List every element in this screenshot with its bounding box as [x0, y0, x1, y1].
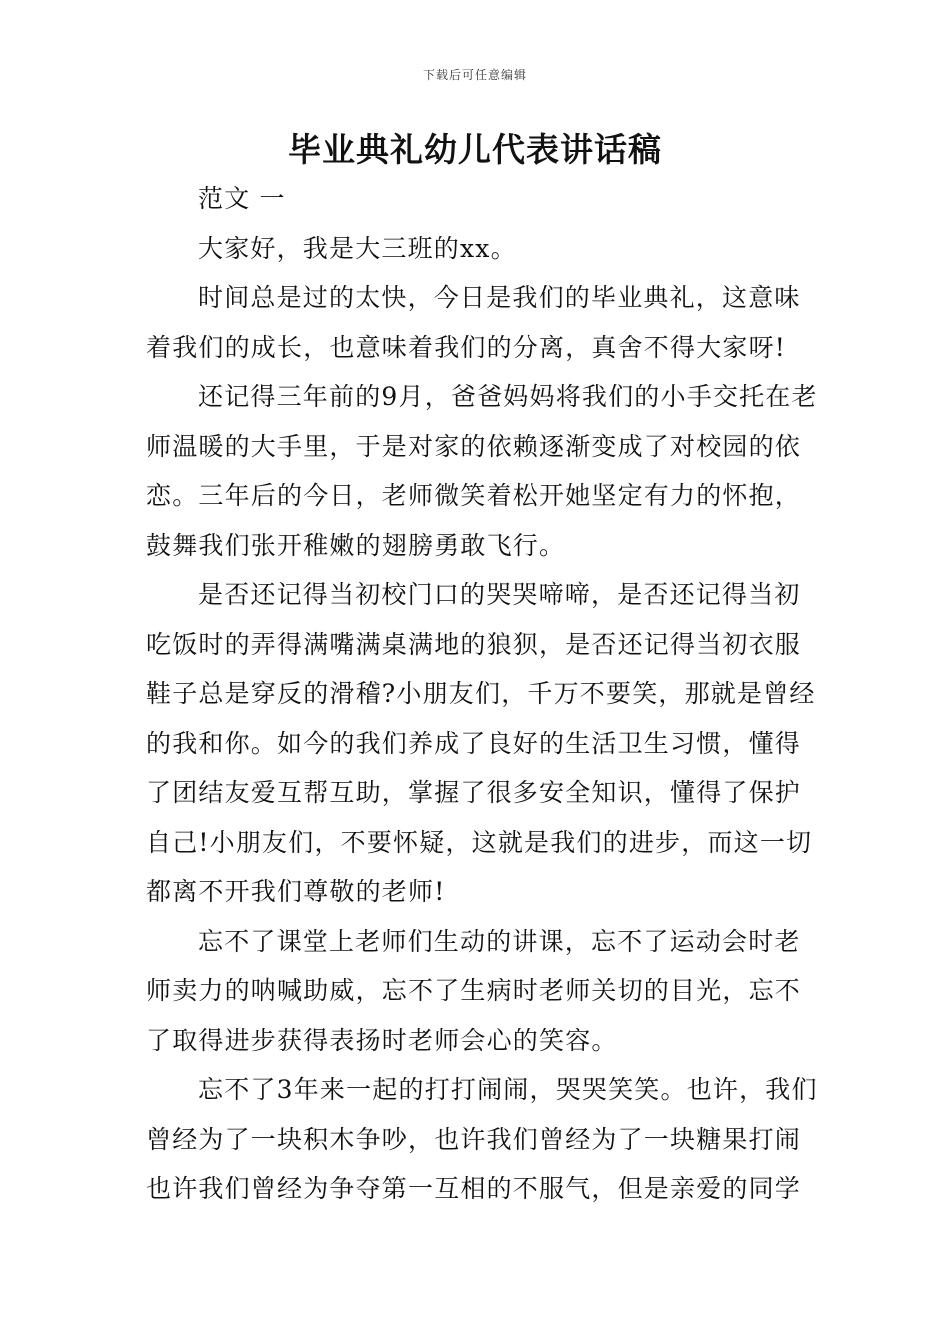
paragraph-line: 吃饭时的弄得满嘴满桌满地的狼狈，是否还记得当初衣服	[146, 629, 802, 659]
section-label: 范文 一	[198, 184, 286, 213]
paragraph-line: 了团结友爱互帮互助，掌握了很多安全知识，懂得了保护	[146, 778, 802, 807]
greeting-paragraph: 大家好，我是大三班的xx。	[198, 233, 517, 263]
document-body	[146, 174, 818, 1214]
paragraph-5	[146, 1065, 818, 1214]
paragraph-line: 师卖力的呐喊助威，忘不了生病时老师关切的目光，忘不	[146, 976, 802, 1005]
paragraph-line: 是否还记得当初校门口的哭哭啼啼，是否还记得当初	[198, 580, 801, 609]
paragraph-line: 鼓舞我们张开稚嫩的翅膀勇敢飞行。	[146, 530, 566, 560]
paragraph-1	[146, 273, 806, 372]
paragraph-line: 曾经为了一块积木争吵，也许我们曾经为了一块糖果打闹	[146, 1124, 802, 1154]
document-title: 毕业典礼幼儿代表讲话稿	[288, 130, 662, 169]
paragraph-line: 自己!小朋友们，不要怀疑，这就是我们的进步，而这一切	[146, 827, 813, 857]
paragraph-line: 忘不了课堂上老师们生动的讲课，忘不了运动会时老	[198, 926, 801, 956]
paragraph-line: 都离不开我们尊敬的老师!	[146, 877, 446, 906]
paragraph-2	[146, 372, 818, 570]
paragraph-line: 恋。三年后的今日，老师微笑着松开她坚定有力的怀抱，	[146, 481, 802, 510]
header-note: 下载后可任意编辑	[422, 68, 527, 82]
paragraph-line: 着我们的成长，也意味着我们的分离，真舍不得大家呀!	[146, 332, 787, 362]
paragraph-line: 时间总是过的太快，今日是我们的毕业典礼，这意味	[198, 283, 801, 312]
paragraph-line: 还记得三年前的9月，爸爸妈妈将我们的小手交托在老	[198, 382, 818, 411]
paragraph-4	[146, 917, 806, 1066]
paragraph-line: 也许我们曾经为争夺第一互相的不服气，但是亲爱的同学	[146, 1174, 802, 1203]
paragraph-line: 鞋子总是穿反的滑稽?小朋友们，千万不要笑，那就是曾经	[146, 679, 816, 708]
paragraph-3	[146, 570, 816, 917]
paragraph-line: 的我和你。如今的我们养成了良好的生活卫生习惯，懂得	[146, 728, 802, 758]
paragraph-line: 师温暖的大手里，于是对家的依赖逐渐变成了对校园的依	[146, 431, 802, 461]
paragraph-line: 忘不了3年来一起的打打闹闹，哭哭笑笑。也许，我们	[198, 1075, 818, 1104]
paragraph-line: 了取得进步获得表扬时老师会心的笑容。	[146, 1025, 618, 1055]
